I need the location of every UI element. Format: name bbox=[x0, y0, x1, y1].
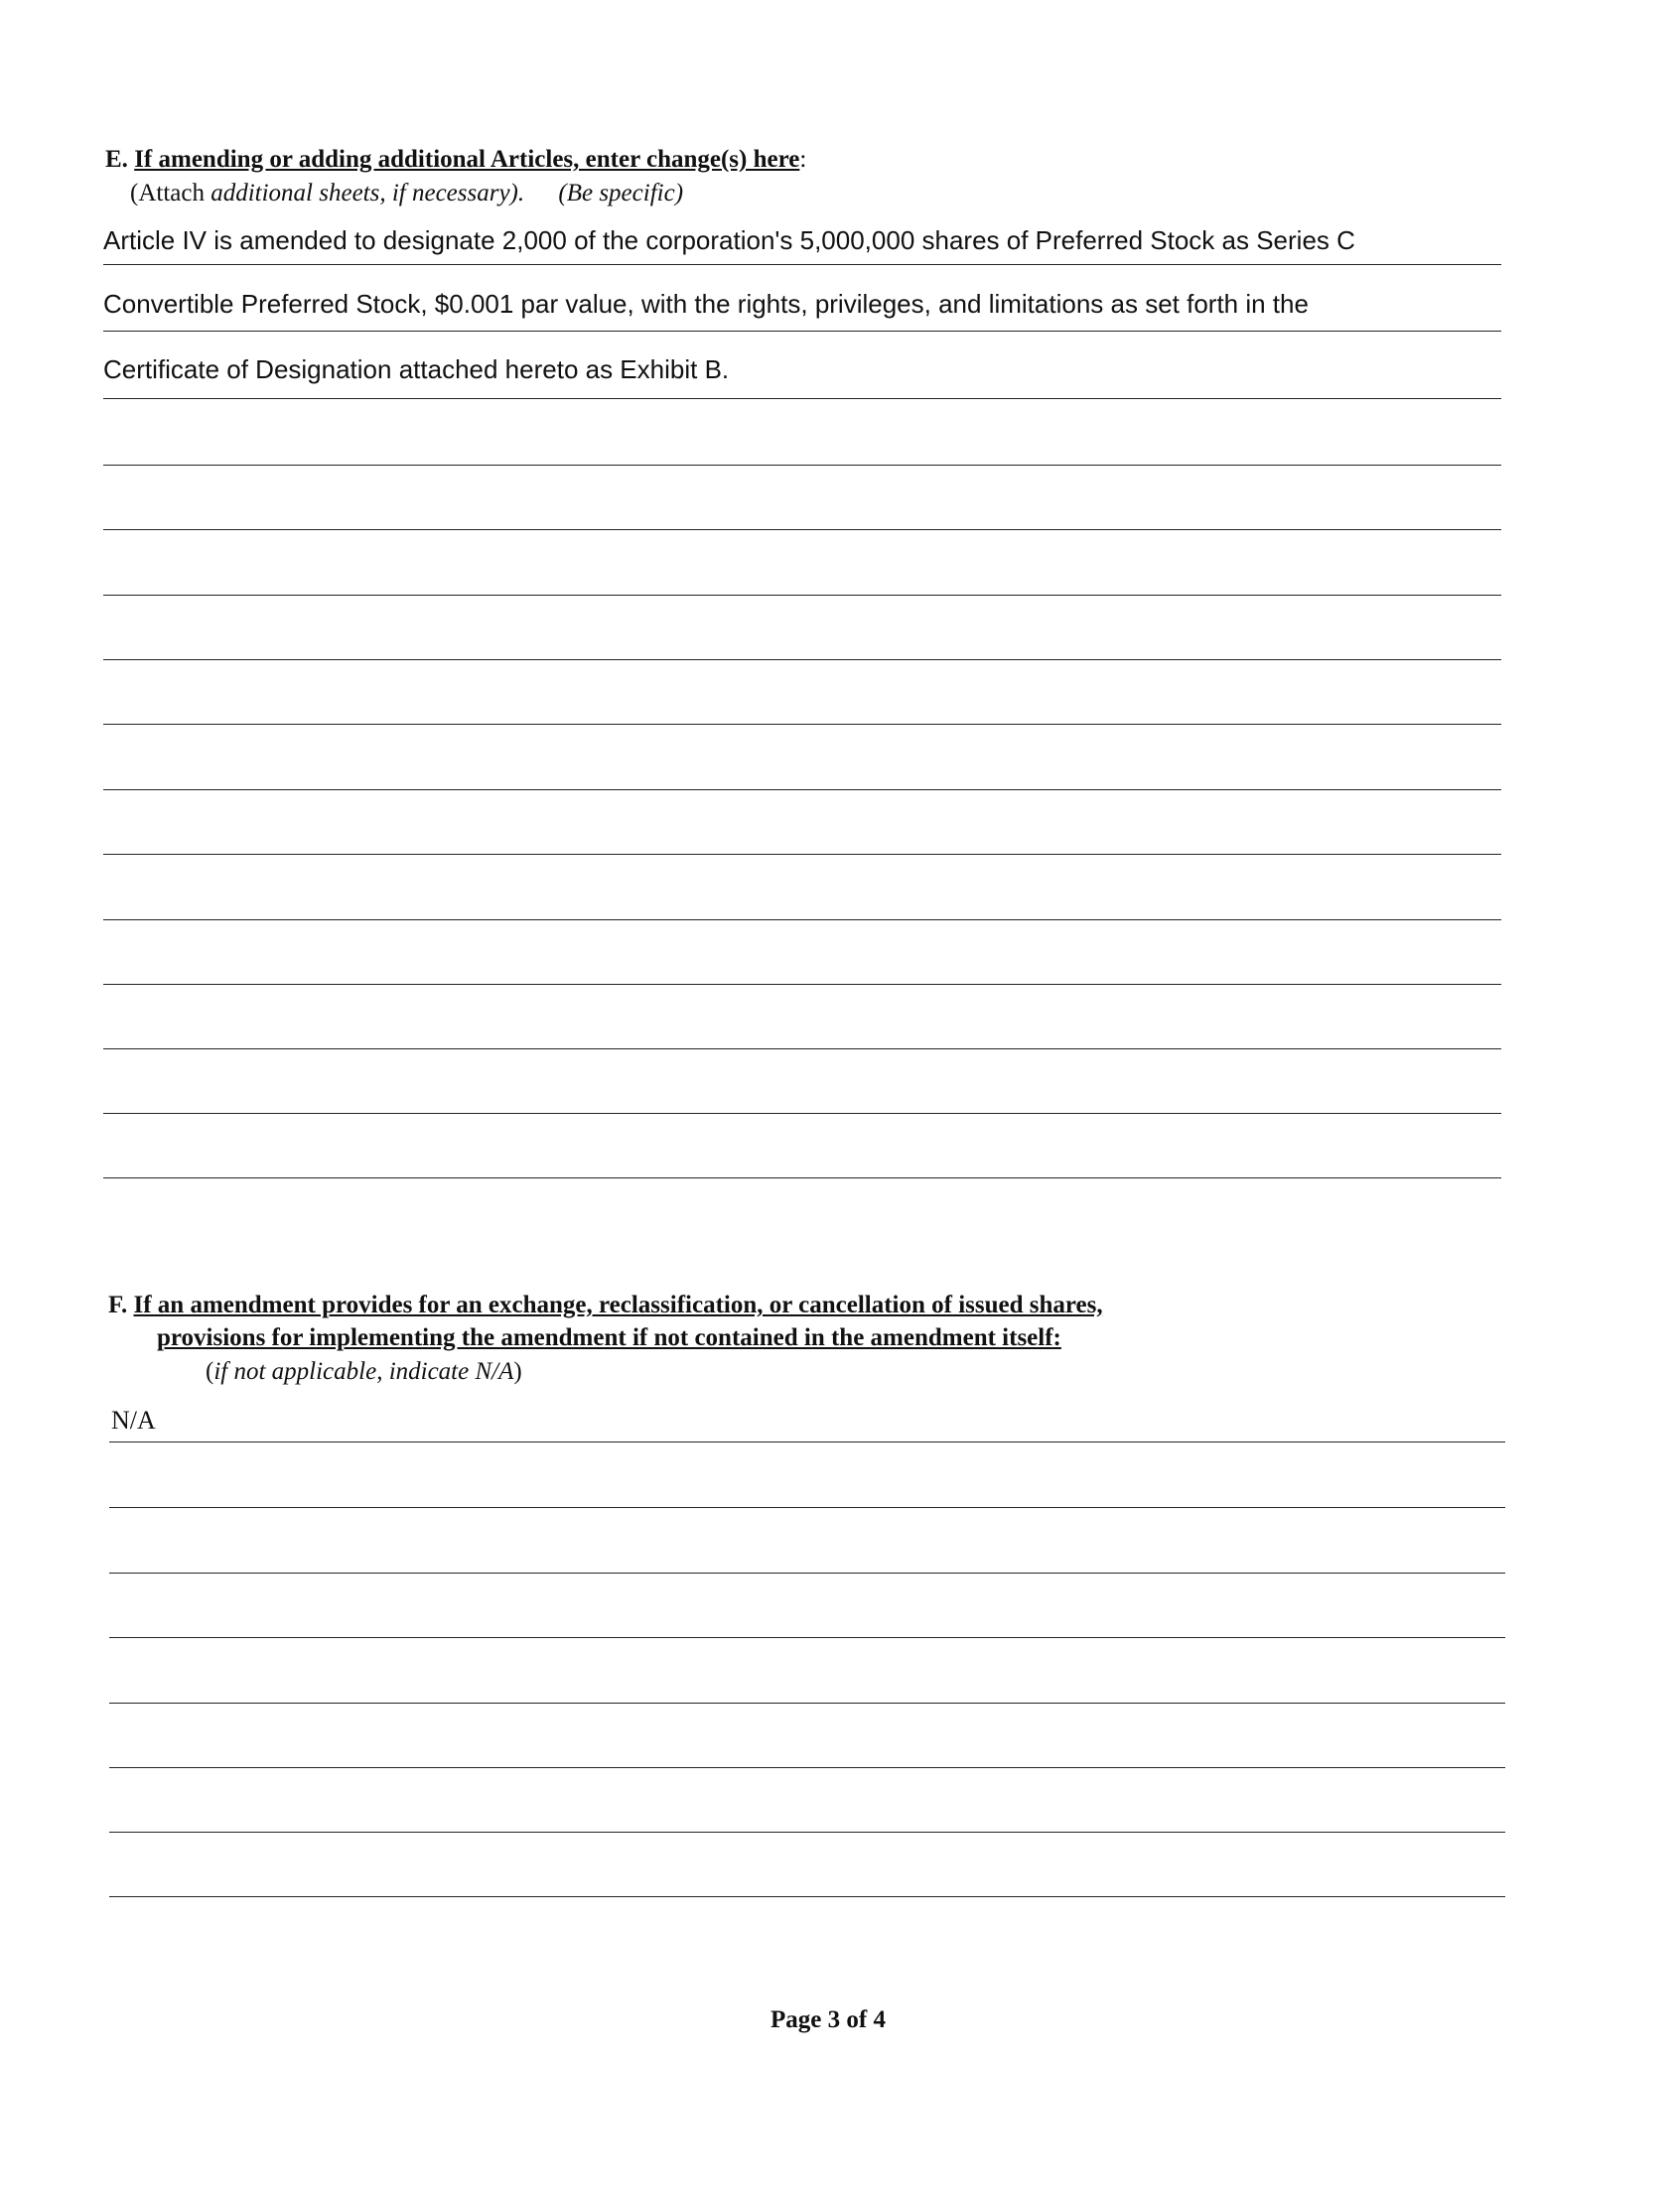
writing-line bbox=[103, 659, 1501, 660]
section-f-title-line-1: If an amendment provides for an exchange, reclassification, or cancellation of issued shares, bbox=[133, 1292, 1103, 1318]
writing-line bbox=[103, 724, 1501, 725]
writing-line bbox=[103, 1048, 1501, 1049]
section-e-line-3: Certificate of Designation attached hereto as Exhibit B. bbox=[103, 354, 730, 384]
writing-line bbox=[103, 465, 1501, 466]
section-e-line-1: Article IV is amended to designate 2,000 of the corporation's 5,000,000 shares of Preferred Stock as Series C bbox=[103, 225, 1355, 255]
writing-line bbox=[109, 1767, 1505, 1768]
section-f-heading bbox=[108, 1291, 1103, 1320]
writing-line bbox=[103, 919, 1501, 920]
section-f-heading-line-2 bbox=[157, 1323, 1061, 1353]
writing-line bbox=[109, 1832, 1505, 1833]
section-f-line-1: N/A bbox=[111, 1406, 156, 1435]
writing-line bbox=[103, 984, 1501, 985]
writing-line bbox=[103, 1177, 1501, 1178]
section-f-note-open: ( bbox=[206, 1358, 214, 1385]
writing-line bbox=[103, 789, 1501, 790]
writing-line bbox=[103, 854, 1501, 855]
section-e-heading bbox=[105, 145, 806, 175]
section-e-note-specific: (Be specific) bbox=[558, 180, 684, 206]
section-f-note-italic: if not applicable, indicate N/A bbox=[213, 1358, 514, 1385]
section-e-note-italic: additional sheets, if necessary). bbox=[210, 180, 525, 206]
section-f-title-line-2: provisions for implementing the amendment if not contained in the amendment itself: bbox=[157, 1324, 1061, 1351]
section-f-letter: F. bbox=[108, 1292, 128, 1318]
section-e-note bbox=[130, 179, 683, 208]
writing-line bbox=[109, 1896, 1505, 1897]
section-e-note-prefix: (Attach bbox=[130, 180, 211, 206]
section-e-colon: : bbox=[799, 146, 807, 173]
writing-line bbox=[103, 331, 1501, 332]
section-f-note bbox=[206, 1357, 522, 1387]
writing-line bbox=[103, 529, 1501, 530]
writing-line bbox=[103, 398, 1501, 399]
writing-line bbox=[103, 264, 1501, 265]
page-number: Page 3 of 4 bbox=[770, 2006, 886, 2033]
writing-line bbox=[109, 1442, 1505, 1443]
writing-line bbox=[103, 1113, 1501, 1114]
writing-line bbox=[109, 1703, 1505, 1704]
section-e-letter: E. bbox=[105, 146, 128, 173]
section-e-line-2: Convertible Preferred Stock, $0.001 par value, with the rights, privileges, and limitations as set forth in the bbox=[103, 289, 1309, 319]
writing-line bbox=[109, 1573, 1505, 1574]
writing-line bbox=[109, 1637, 1505, 1638]
writing-line bbox=[103, 595, 1501, 596]
section-e-title: If amending or adding additional Articles, enter change(s) here bbox=[134, 146, 800, 173]
writing-line bbox=[109, 1507, 1505, 1508]
section-f-note-close: ) bbox=[513, 1358, 522, 1385]
